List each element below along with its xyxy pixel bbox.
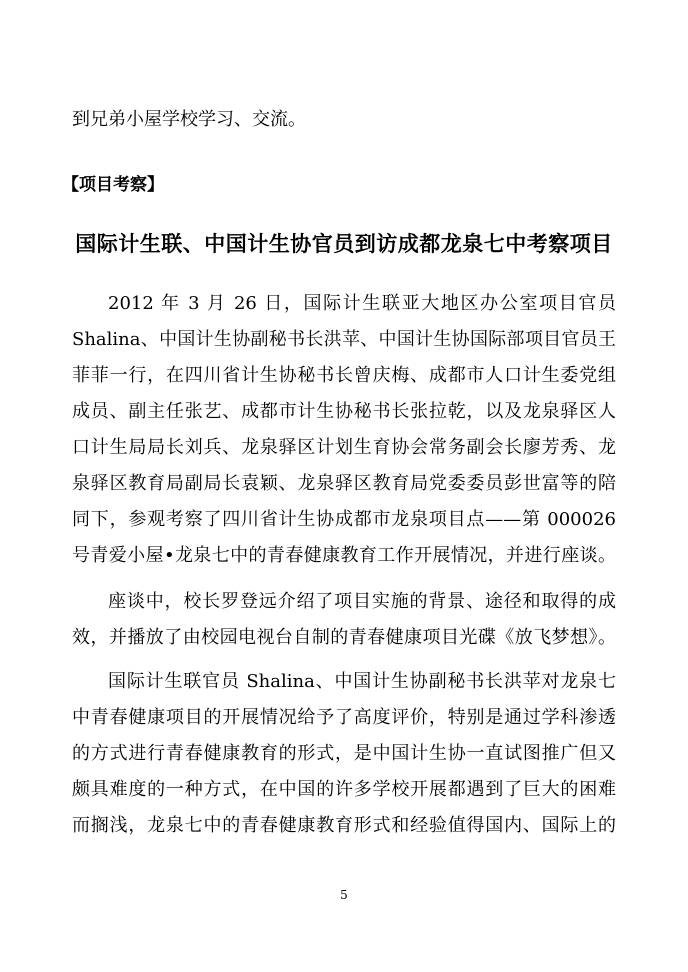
paragraph-line: 号青爱小屋•龙泉七中的青春健康教育工作开展情况，并进行座谈。 xyxy=(72,545,616,566)
paragraph-line: 同下，参观考察了四川省计生协成都市龙泉项目点——第 000026 xyxy=(72,509,616,530)
page-number: 5 xyxy=(340,888,348,902)
paragraph-line: Shalina、中国计生协副秘书长洪苹、中国计生协国际部项目官员王 xyxy=(72,329,616,350)
paragraph-line: 国际计生联官员 Shalina、中国计生协副秘书长洪苹对龙泉七 xyxy=(108,671,616,692)
paragraph-line: 而搁浅，龙泉七中的青春健康教育形式和经验值得国内、国际上的 xyxy=(72,815,616,836)
paragraph-line: 口计生局局长刘兵、龙泉驿区计划生育协会常务副会长廖芳秀、龙 xyxy=(72,437,616,458)
article-title: 国际计生联、中国计生协官员到访成都龙泉七中考察项目 xyxy=(75,232,613,256)
paragraph-line: 颇具难度的一种方式，在中国的许多学校开展都遇到了巨大的困难 xyxy=(72,779,616,800)
paragraph-line: 中青春健康项目的开展情况给予了高度评价，特别是通过学科渗透 xyxy=(72,707,616,728)
section-label: 【项目考察】 xyxy=(62,175,164,195)
paragraph-line: 泉驿区教育局副局长袁颖、龙泉驿区教育局党委委员彭世富等的陪 xyxy=(72,473,616,494)
paragraph-line: 菲菲一行，在四川省计生协秘书长曾庆梅、成都市人口计生委党组 xyxy=(72,365,616,386)
paragraph-line: 的方式进行青春健康教育的形式，是中国计生协一直试图推广但又 xyxy=(72,743,616,764)
paragraph-line: 2012 年 3 月 26 日，国际计生联亚大地区办公室项目官员 xyxy=(108,293,616,314)
paragraph-line: 成员、副主任张艺、成都市计生协秘书长张拉乾，以及龙泉驿区人 xyxy=(72,401,616,422)
paragraph-line: 座谈中，校长罗登远介绍了项目实施的背景、途径和取得的成 xyxy=(108,591,616,612)
continuation-line: 到兄弟小屋学校学习、交流。 xyxy=(72,109,306,130)
paragraph-line: 效，并播放了由校园电视台自制的青春健康项目光碟《放飞梦想》。 xyxy=(72,627,616,648)
